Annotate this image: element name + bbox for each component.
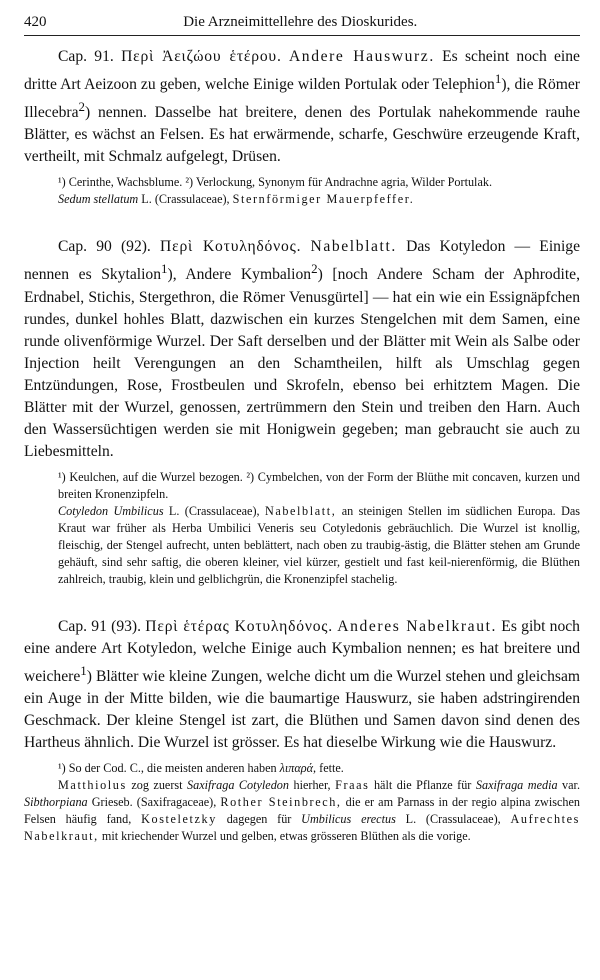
identification-text: zog zuerst [126, 777, 188, 792]
author-name: Matthiolus [58, 777, 127, 792]
section-cap-90-92 [24, 236, 580, 462]
identification-text: hält die Pflanze für [369, 777, 476, 792]
footnote-text: fette. [316, 760, 344, 775]
greek-heading: Περὶ ἑτέρας Κοτυληδόνος. [145, 617, 333, 635]
identification-text: L. (Crassulaceae), [138, 192, 230, 207]
species-name: Saxifraga media [475, 777, 558, 792]
species-name: Saxifraga Cotyledon [187, 777, 289, 792]
footnote-marker: 2 [78, 99, 86, 115]
greek-heading: Περὶ Ἀειζώου ἑτέρου. [121, 48, 282, 65]
identification-text: hierher, [289, 777, 336, 792]
body-text: Das Kotyledon — Einige nennen es Skytalion [24, 238, 581, 284]
identification [24, 191, 580, 208]
body-text: ) Blätter wie kleine Zungen, welche dicht um die Wurzel stehen und gleichsam ein Auge in der Mitte bilden, wie die baumartige Hauswurz, sie haben adstringirenden Geschmack. Der kleine Stengel ist zart, die Blüthen und Samen davon sind denen des Hartheus ähnlich. Die Wurzel ist grösser. Es hat dieselbe Wirkung wie die Hauswurz. [24, 667, 580, 751]
species-name: Cotyledon Umbilicus [58, 503, 164, 518]
footnote-text: ¹) So der Cod. C., die meisten anderen haben [58, 760, 277, 775]
species-name: Umbilicus erectus [301, 811, 396, 826]
page [24, 14, 580, 845]
chapter-heading: Nabelblatt. [310, 238, 397, 256]
identification-text: var. [557, 777, 580, 792]
body-text: ) [noch Andere Scham der Aphrodite, Erdnabel, Stichis, Stergethron, die Römer Venusgürtel] — hat ein wie ein Essignäpfchen rundes, dunkel hohles Blatt, dazwischen ein kurzes Stengelchen mit dem Samen, eine runde olivenförmige Wurzel. Der Saft derselben und der Blätter mit Wein als Salbe oder Injection heilt Verengungen an den Schamtheilen, hilft als Umschlag gegen Entzündungen, Rose, Frostbeulen und Skrofeln, ebenso bei erhitztem Magen. Die Blätter mit der Wurzel, genossen, zertrümmern den Stein und treiben den Harn. Auch den Wassersüchtigen werden sie mit Honigwein gegeben; man gebraucht sie auch zu Liebesmitteln. [24, 266, 580, 460]
identification-text: L. (Crassulaceae), [395, 811, 511, 826]
chapter-number: Cap. 91. [58, 48, 114, 65]
chapter-heading: Anderes Nabelkraut. [337, 617, 498, 635]
chapter-number: Cap. 90 (92). [58, 238, 151, 256]
section-cap-91 [24, 46, 580, 168]
common-name: Aufrechtes Nabelkraut, [24, 811, 580, 843]
chapter-number: Cap. 91 (93). [58, 617, 142, 635]
footnote-marker: 2 [311, 261, 318, 277]
running-title: Die Arzneimittellehre des Dioskurides. [183, 14, 418, 30]
footnote-marker: 1 [161, 261, 168, 277]
identification-text: die er am Parnass in der regio alpina zwischen Felsen häufig fand, [24, 794, 580, 826]
greek-heading: Περὶ Κοτυληδόνος. [160, 238, 302, 256]
footnotes: ¹) Keulchen, auf die Wurzel bezogen. ²) Cymbelchen, von der Form der Blüthe mit concaven, kurzen und breiten Kronenzipfeln. [58, 469, 580, 501]
body-text: ) nennen. Dasselbe hat breitere, denen des Portulak nahekommende rauhe Blätter, es wächst an Felsen. Es hat erwärmende, scharfe, Geschwüre erzeugende Kraft, vertheilt, mit Schmalz aufgelegt, Drüsen. [24, 104, 580, 166]
body-text: Es scheint noch eine dritte Art Aeizoon zu geben, welche Einige wilden Portulak oder Telephion [24, 48, 580, 94]
identification-text: an steinigen Stellen im südlichen Europa. Das Kraut war früher als Herba Umbilici Veneris seu Cotyledonis gebräuchlich. Die Wurzel ist knollig, fleischig, der Stengel aufrecht, unten beblättert, nach oben zu traubig-ästig, die Blätter stehen am Grunde gehäuft, sind sehr saftig, die oberen kleiner, viel kürzer, gestielt und fast keil-nierenförmig, die Blüthen zahlreich, traubig, klein und gelblichgrün, die Kronenzipfel stachelig. [58, 503, 581, 586]
common-name: Rother Steinbrech, [220, 794, 342, 809]
identification-text: L. (Crassulaceae), [163, 503, 260, 518]
footnote-marker: 1 [494, 71, 502, 86]
identification [24, 503, 580, 588]
footnote-marker: 1 [80, 662, 87, 678]
common-name: Nabelblatt, [264, 503, 337, 518]
species-name: Sibthorpiana [24, 794, 88, 809]
identification-text: mit kriechender Wurzel und gelben, etwas grösseren Blüthen als die vorige. [98, 828, 471, 843]
author-name: Fraas [335, 777, 370, 792]
body-text: Es gibt noch eine andere Art Kotyledon, welche Einige auch Kymbalion nennen; es hat breitere und weichere [24, 617, 580, 685]
chapter-heading: Andere Hauswurz. [288, 48, 435, 65]
author-name: Kosteletzky [141, 811, 217, 826]
greek-word: λιπαρά, [279, 760, 317, 775]
identification-text: Grieseb. (Saxifragaceae), [87, 794, 221, 809]
identification-text: dagegen für [216, 811, 302, 826]
identification [24, 777, 580, 845]
page-number: 420 [24, 14, 47, 30]
section-cap-91-93 [24, 616, 580, 754]
common-name: Sternförmiger Mauerpfeffer. [232, 192, 415, 207]
body-text: ), die Römer Illecebra [24, 76, 580, 122]
species-name: Sedum stellatum [58, 192, 139, 207]
footnotes [24, 760, 580, 777]
running-header [24, 14, 580, 36]
body-text: ), Andere Kymbalion [167, 266, 312, 284]
footnotes: ¹) Cerinthe, Wachsblume. ²) Verlockung, Synonym für Andrachne agria, Wilder Portulak. [58, 175, 492, 190]
